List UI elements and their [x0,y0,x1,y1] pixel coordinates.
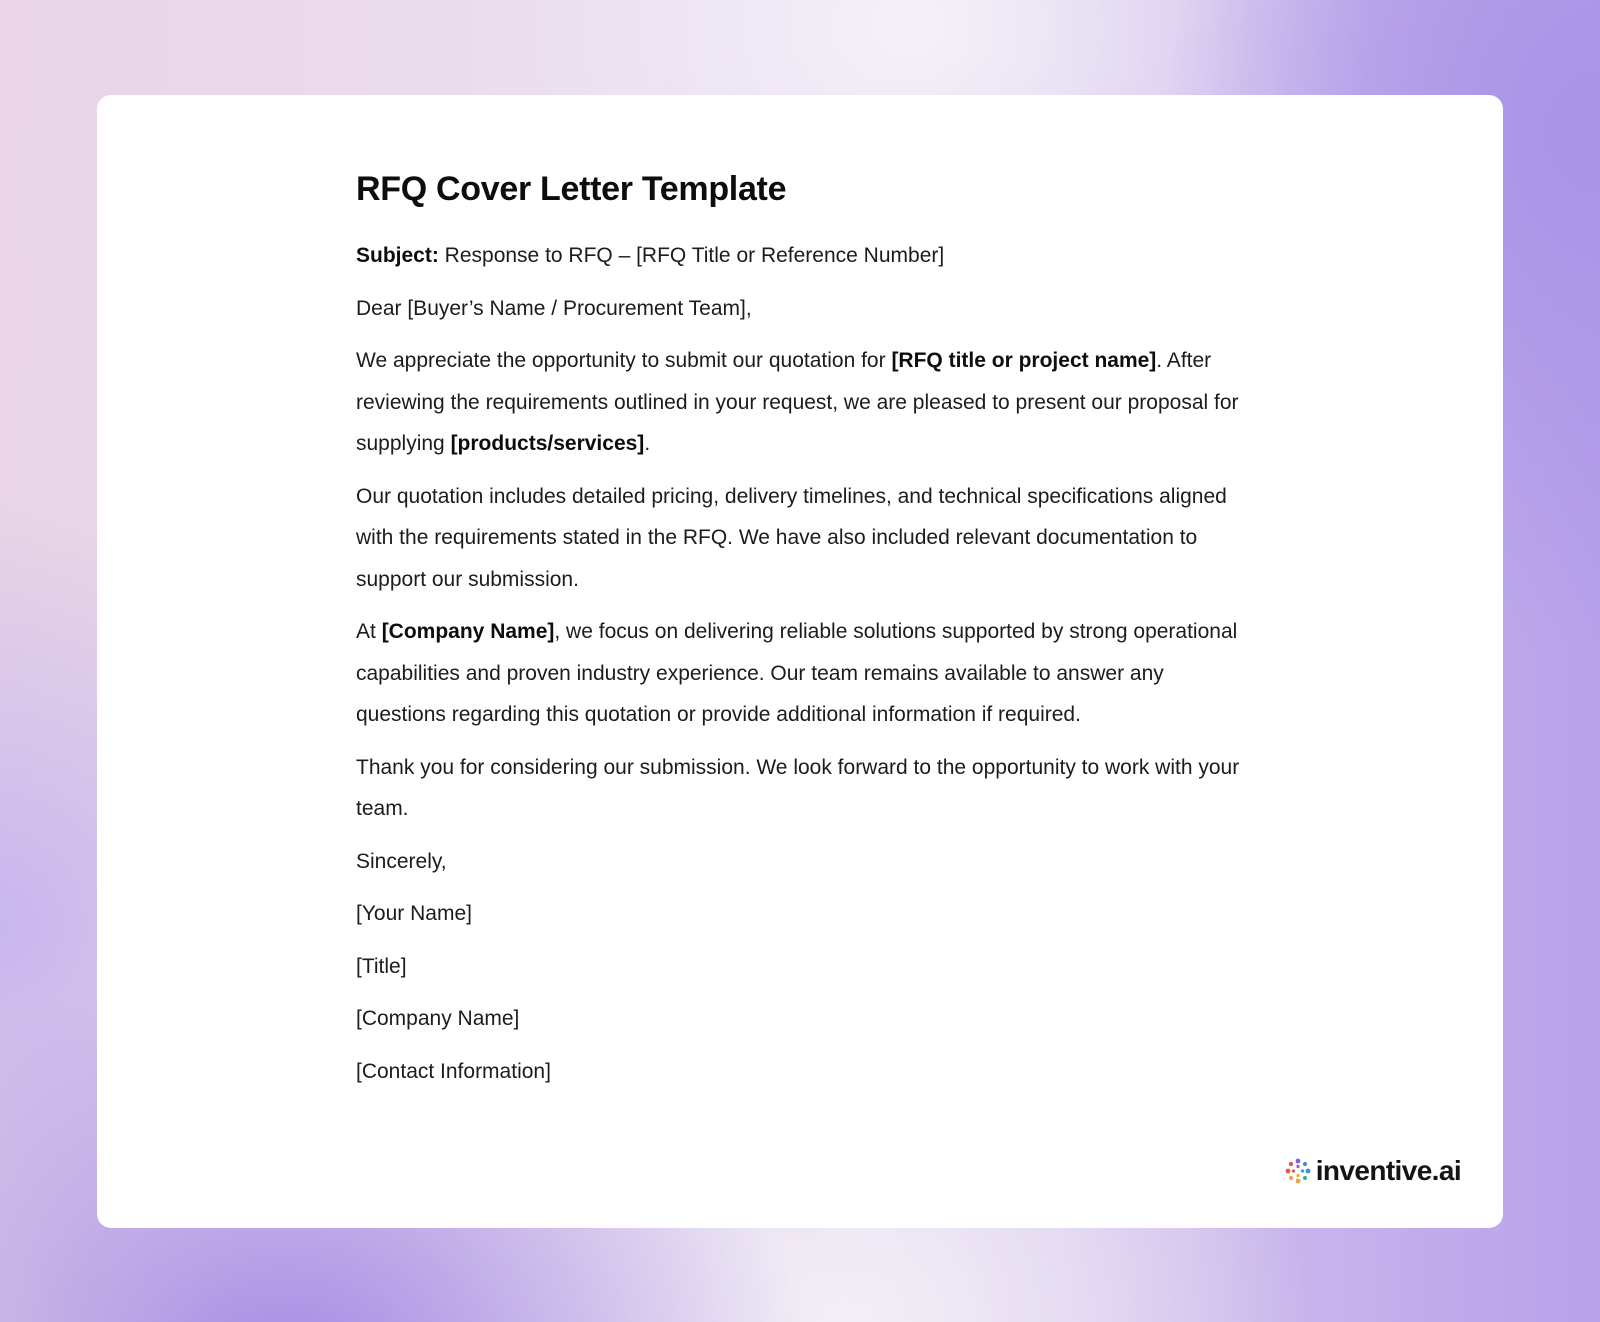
signature-contact: [Contact Information] [356,1059,551,1083]
closing: Sincerely, [356,849,447,873]
paragraph-intro-text-1: We appreciate the opportunity to submit our quotation for [356,349,892,372]
company-name-placeholder: [Company Name] [381,620,555,643]
paragraph-company-text-2: , we focus on delivering reliable solutions supported by strong operational capabilities and proven industry experience. Our team remains available to answer any questions regarding this quotation or provide additional information if required. [356,620,1238,726]
paragraph-intro-text-2: . After reviewing the requirements outlined in your request, we are pleased to present our proposal for supplying [356,349,1239,455]
subject-line [356,235,1256,277]
sparkle-dots-icon [1284,1157,1312,1185]
greeting: Dear [Buyer’s Name / Procurement Team], [356,296,752,320]
letter-content [356,167,1256,1103]
products-placeholder: [products/services] [450,432,645,455]
paragraph-company [356,611,1256,736]
signature-name: [Your Name] [356,902,472,925]
signature-company: [Company Name] [356,1007,520,1030]
subject-text: Response to RFQ – [RFQ Title or Reference Number] [438,244,945,267]
paragraph-intro [356,340,1256,465]
template-card [97,95,1503,1228]
paragraph-company-text-1: At [356,620,382,643]
subject-label: Subject: [356,244,439,267]
page-title: RFQ Cover Letter Template [356,170,787,208]
rfq-title-placeholder: [RFQ title or project name] [891,349,1157,372]
brand-logo [1284,1156,1461,1186]
signature-title: [Title] [356,954,407,978]
paragraph-intro-text-3: . [644,432,651,455]
paragraph-thanks: Thank you for considering our submission. We look forward to the opportunity to work with your team. [356,755,1240,820]
paragraph-quotation: Our quotation includes detailed pricing, delivery timelines, and technical specifications aligned with the requirements stated in the RFQ. We have also included relevant documentation to support our submission. [356,484,1227,591]
brand-name: inventive.ai [1315,1155,1461,1186]
